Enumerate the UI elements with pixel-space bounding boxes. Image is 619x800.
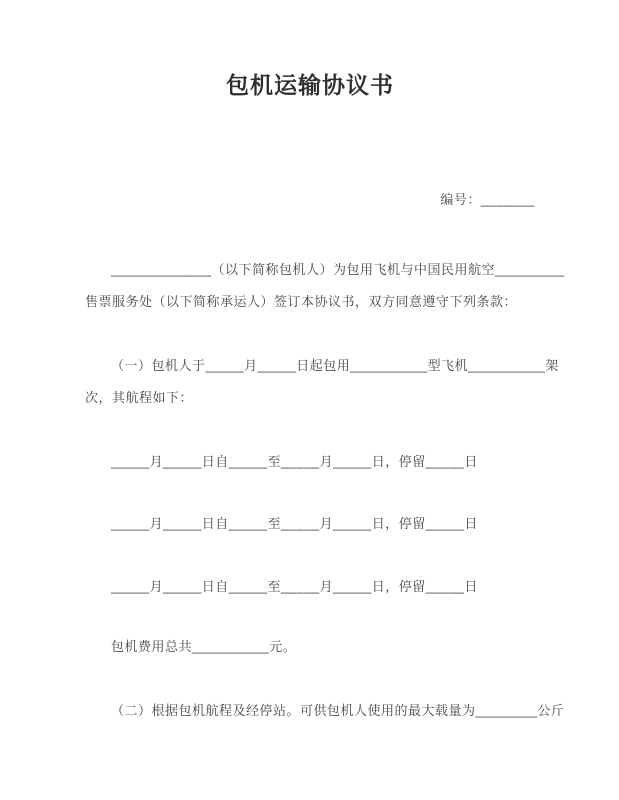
section-one-line-2: 次，其航程如下： — [85, 390, 194, 405]
itinerary-row: _____月_____日自_____至_____月_____日，停留_____日 — [111, 516, 478, 531]
intro-line-2: 售票服务处（以下简称承运人）签订本协议书，双方同意遵守下列条款： — [85, 294, 518, 309]
doc-number-label: 编号： — [440, 192, 481, 207]
doc-number-line — [85, 184, 535, 216]
itinerary-row: _____月_____日自_____至_____月_____日，停留_____日 — [111, 454, 478, 469]
section-one-paragraph — [85, 350, 559, 414]
section-two-line: （二）根据包机航程及经停站。可供包机人使用的最大载量为________公斤 — [111, 703, 565, 718]
intro-line-1: _____________（以下简称包机人）为包用飞机与中国民用航空_________ — [111, 262, 565, 277]
fee-line: 包机费用总共__________元。 — [111, 639, 297, 654]
section-one-line-1: （一）包机人于_____月_____日起包用__________型飞机__________架 — [111, 358, 559, 373]
doc-number-blank: _______ — [480, 192, 535, 207]
itinerary-row: _____月_____日自_____至_____月_____日，停留_____日 — [111, 579, 478, 594]
intro-paragraph — [85, 254, 565, 318]
document-title: 包机运输协议书 — [226, 72, 394, 98]
